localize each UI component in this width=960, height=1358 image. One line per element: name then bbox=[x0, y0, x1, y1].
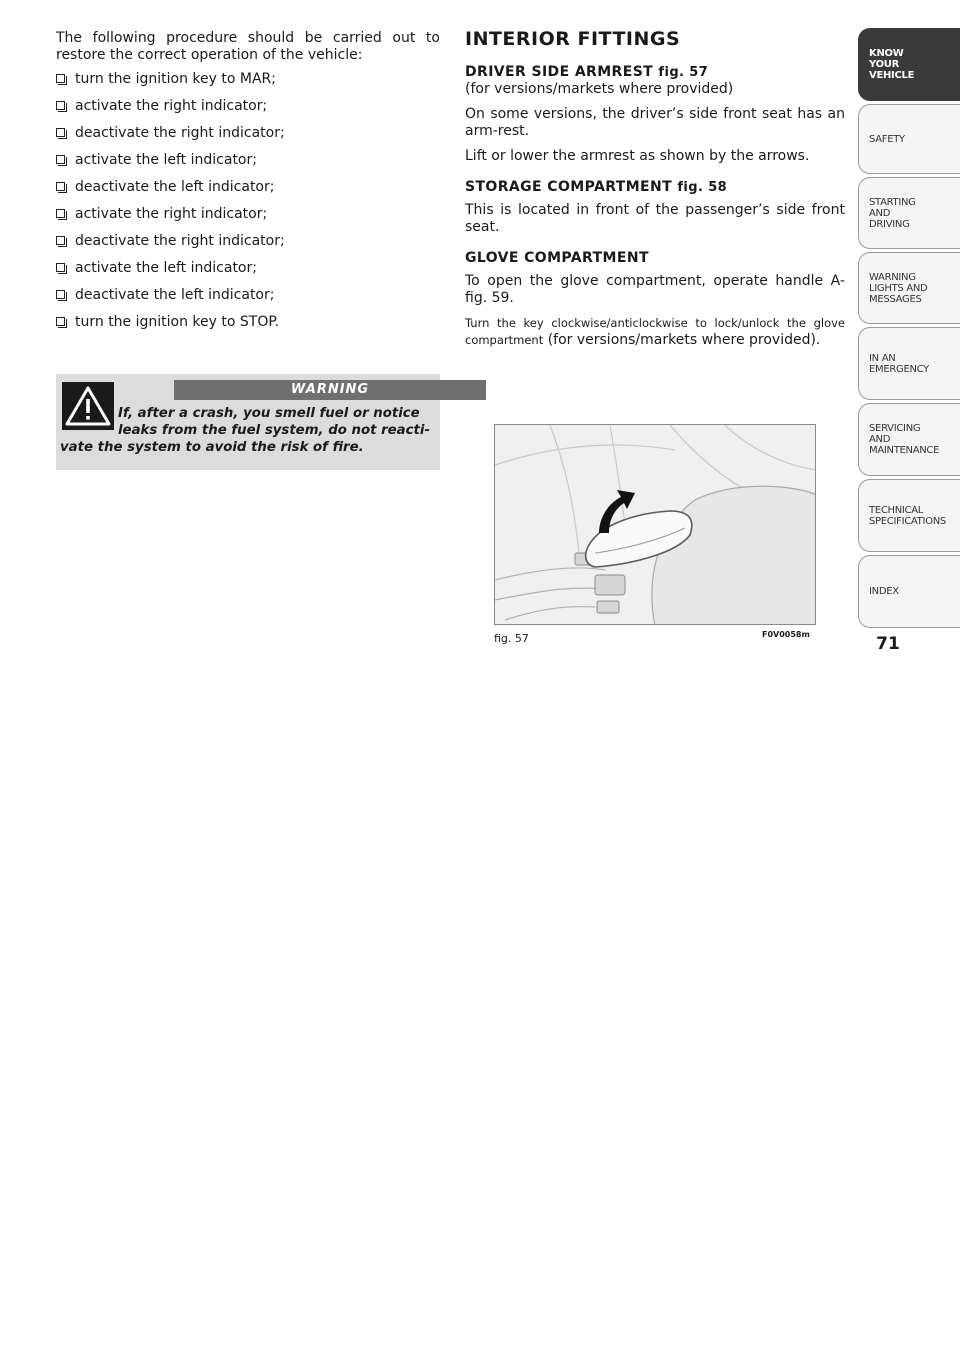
procedure-step: activate the left indicator; bbox=[56, 260, 440, 277]
procedure-step: activate the left indicator; bbox=[56, 152, 440, 169]
chapter-tabs bbox=[858, 28, 960, 631]
section-title: INTERIOR FITTINGS bbox=[465, 28, 681, 50]
glove-paragraph-1: To open the glove compartment, operate handle A-fig. 59. bbox=[465, 273, 845, 306]
tab-know-your-vehicle[interactable]: KNOW YOUR VEHICLE bbox=[858, 28, 960, 101]
tab-index[interactable]: INDEX bbox=[858, 555, 960, 628]
armrest-heading: DRIVER SIDE ARMREST fig. 57 bbox=[465, 64, 709, 80]
figure-code: F0V0058m bbox=[762, 630, 810, 639]
procedure-step: turn the ignition key to MAR; bbox=[56, 71, 440, 88]
glove-heading: GLOVE COMPARTMENT bbox=[465, 250, 649, 266]
figure-caption: fig. 57 bbox=[494, 632, 529, 645]
procedure-step: turn the ignition key to STOP. bbox=[56, 314, 440, 331]
checkbox-bullet-icon bbox=[56, 209, 65, 218]
warning-title: WARNING bbox=[174, 380, 486, 400]
tab-servicing-and-maintenance[interactable]: SERVICING AND MAINTENANCE bbox=[858, 403, 960, 476]
right-column bbox=[465, 28, 845, 357]
procedure-intro: The following procedure should be carried out to restore the correct operation of the vehicle: bbox=[56, 30, 440, 63]
procedure-step: deactivate the right indicator; bbox=[56, 233, 440, 250]
checkbox-bullet-icon bbox=[56, 155, 65, 164]
armrest-illustration bbox=[495, 425, 816, 625]
page-number: 71 bbox=[876, 634, 900, 654]
tab-starting-and-driving[interactable]: STARTING AND DRIVING bbox=[858, 177, 960, 249]
armrest-note: (for versions/markets where provided) bbox=[465, 81, 734, 97]
tab-technical-specifications[interactable]: TECHNICAL SPECIFICATIONS bbox=[858, 479, 960, 552]
checkbox-bullet-icon bbox=[56, 74, 65, 83]
procedure-steps bbox=[56, 71, 440, 331]
armrest-figure-image bbox=[494, 424, 816, 625]
warning-text: If, after a crash, you smell fuel or notice leaks from the fuel system, do not reacti- vate the system to avoid the risk of fire. bbox=[60, 406, 430, 455]
glove-paragraph-2: Turn the key clockwise/anticlockwise to lock/unlock the glove compartment (for versions/markets where provided). bbox=[465, 316, 845, 348]
procedure-step: deactivate the left indicator; bbox=[56, 287, 440, 304]
warning-box bbox=[56, 374, 440, 470]
storage-paragraph: This is located in front of the passenger’s side front seat. bbox=[465, 202, 845, 235]
checkbox-bullet-icon bbox=[56, 182, 65, 191]
procedure-step: activate the right indicator; bbox=[56, 206, 440, 223]
checkbox-bullet-icon bbox=[56, 101, 65, 110]
checkbox-bullet-icon bbox=[56, 263, 65, 272]
procedure-step: deactivate the left indicator; bbox=[56, 179, 440, 196]
checkbox-bullet-icon bbox=[56, 128, 65, 137]
left-column bbox=[56, 30, 440, 341]
storage-heading: STORAGE COMPARTMENT fig. 58 bbox=[465, 179, 728, 195]
armrest-paragraph-1: On some versions, the driver’s side front seat has an arm-rest. bbox=[465, 106, 845, 139]
tab-safety[interactable]: SAFETY bbox=[858, 104, 960, 174]
checkbox-bullet-icon bbox=[56, 317, 65, 326]
armrest-paragraph-2: Lift or lower the armrest as shown by the arrows. bbox=[465, 148, 810, 164]
checkbox-bullet-icon bbox=[56, 236, 65, 245]
procedure-step: deactivate the right indicator; bbox=[56, 125, 440, 142]
procedure-step: activate the right indicator; bbox=[56, 98, 440, 115]
tab-warning-lights-and-messages[interactable]: WARNING LIGHTS AND MESSAGES bbox=[858, 252, 960, 324]
tab-in-an-emergency[interactable]: IN AN EMERGENCY bbox=[858, 327, 960, 400]
checkbox-bullet-icon bbox=[56, 290, 65, 299]
